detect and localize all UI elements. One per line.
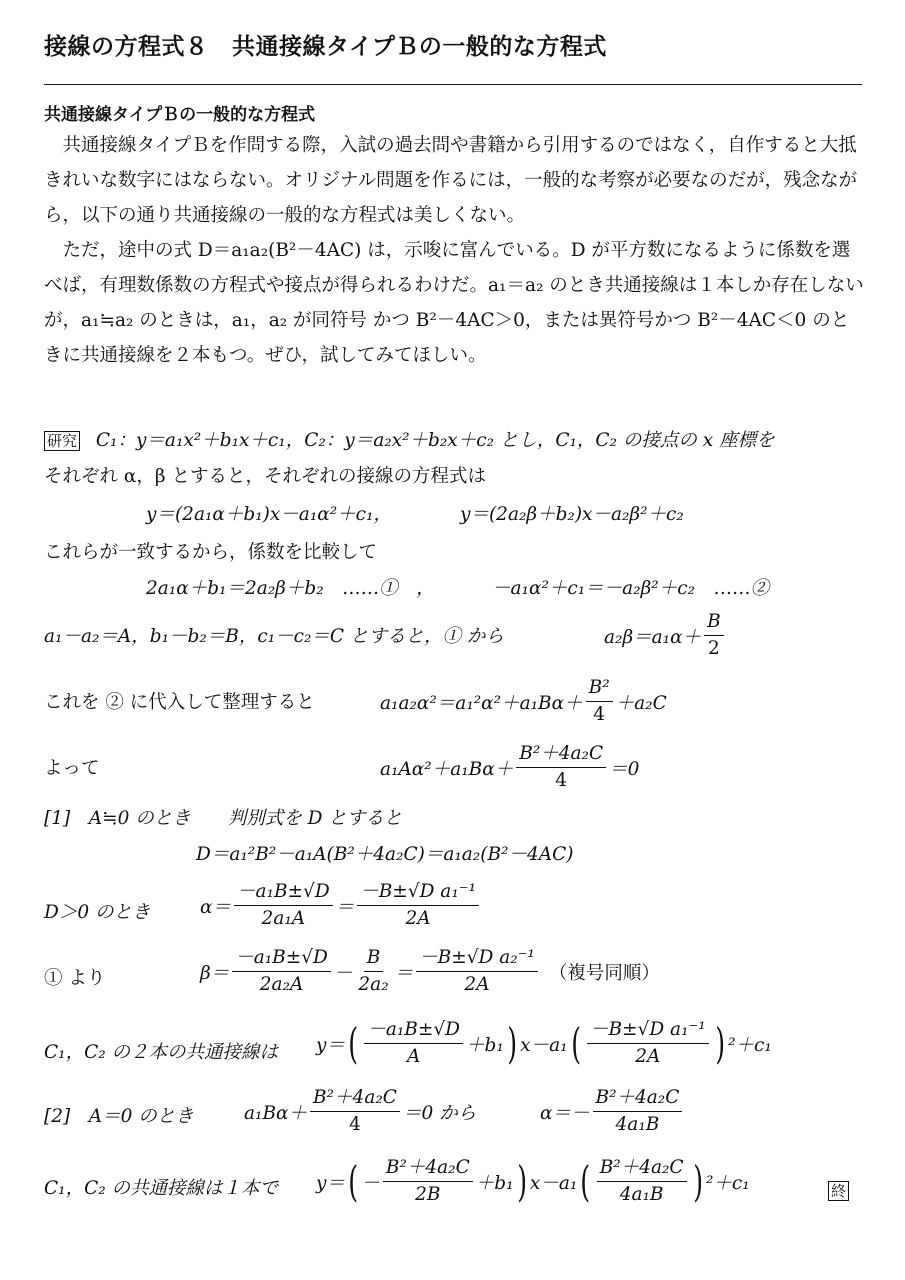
title-divider	[44, 84, 862, 85]
end-mark	[828, 1178, 849, 1204]
fraction: $\frac{\text{－B±√D a₁⁻¹}}{2A}$	[357, 880, 479, 931]
fraction: $\frac{\text{－B±√D a₁⁻¹}}{2A}$	[587, 1018, 709, 1069]
discriminant-equation: D＝a₁²B²－a₁A(B²＋4a₂C)＝a₁a₂(B²－4AC)	[196, 844, 574, 865]
study-line-2: それぞれ α，β とすると，それぞれの接線の方程式は	[44, 466, 486, 487]
fraction: $\frac{\text{B²＋4a₂C}}{\text{4a₁B}}$	[597, 1156, 687, 1207]
tangent-equation-1: y＝(2a₁α＋b₁)x－a₁α²＋c₁，	[146, 504, 392, 525]
study-line-6: よって	[44, 758, 100, 779]
study-line-5: これを ② に代入して整理すると	[44, 692, 315, 713]
paragraph-intro: 共通接線タイプＢを作問する際，入試の過去問や書籍から引用するのではなく，自作すると大抵きれいな数字にはならない。オリジナル問題を作るには，一般的な考察が必要なのだが，残念ながら，以下の通り共通接線の一般的な方程式は美しくない。	[44, 135, 858, 226]
section-heading: 共通接線タイプＢの一般的な方程式	[44, 105, 316, 125]
study-badge: 研究	[44, 431, 80, 451]
two-tangents-equation: y＝ ( $\frac{\text{－a₁B±√D}}{A}$ ＋b₁ ) x－a₁ ( $\frac{\text{－B±√D a₁⁻¹}}{2A}$ ) ²＋c₁	[316, 1018, 772, 1068]
tangent-equation-2: y＝(2a₂β＋b₂)x－a₂β²＋c₂	[460, 504, 684, 525]
equation-5: a₁Aα²＋a₁Bα＋ $\frac{\text{B²＋4a₂C}}{4}$ ＝0	[380, 743, 640, 791]
page-title: 接線の方程式８ 共通接線タイプＢの一般的な方程式	[44, 34, 607, 60]
case-2-heading: [2] A＝0 のとき	[44, 1106, 194, 1127]
end-badge: 終	[828, 1181, 849, 1201]
fraction: $\frac{\text{－B±√D a₂⁻¹}}{2A}$	[416, 946, 538, 997]
from-eq1-label: ① より	[44, 968, 106, 989]
fraction: $\frac{\text{－a₁B±√D}}{\text{2a₁A}}$	[234, 880, 333, 931]
equation-4: a₁a₂α²＝a₁²α²＋a₁Bα＋ $\frac{\text{B²}}{4}$ ＋a₂C	[380, 677, 667, 725]
study-setup-text: C₁：y＝a₁x²＋b₁x＋c₁，C₂：y＝a₂x²＋b₂x＋c₂ とし，C₁，C₂ の接点の x 座標を	[95, 430, 775, 451]
study-line-1	[44, 428, 775, 454]
equation-2: －a₁α²＋c₁＝－a₂β²＋c₂ ……②	[492, 578, 769, 599]
two-tangents-label: C₁，C₂ の２本の共通接線は	[44, 1042, 279, 1063]
beta-solution: β＝ $\frac{\text{－a₁B±√D}}{\text{2a₂A}}$ － $\frac{B}{\text{2a₂}}$ ＝ $\frac{\text{－B±√D a₂⁻¹}}{2A}$ （複号同順）	[200, 947, 660, 995]
case-1-heading: [1] A≒0 のとき 判別式を D とすると	[44, 808, 403, 829]
fraction: $\frac{\text{B²＋4a₂C}}{\text{4a₁B}}$	[593, 1086, 683, 1137]
fraction: $\frac{B}{\text{2a₂}}$	[358, 947, 389, 995]
study-line-4: a₁－a₂＝A，b₁－b₂＝B，c₁－c₂＝C とすると，① から	[44, 626, 504, 647]
study-line-3: これらが一致するから，係数を比較して	[44, 542, 378, 563]
one-tangent-equation: y＝ ( － $\frac{\text{B²＋4a₂C}}{2B}$ ＋b₁ ) x－a₁ ( $\frac{\text{B²＋4a₂C}}{\text{4a₁B}}$ ) ²＋c₁	[316, 1156, 750, 1206]
fraction: $\frac{\text{B²＋4a₂C}}{4}$	[310, 1086, 400, 1137]
fraction: $\frac{\text{－a₁B±√D}}{\text{2a₂A}}$	[232, 946, 331, 997]
fraction: $\frac{\text{B²＋4a₂C}}{4}$	[516, 742, 606, 793]
d-positive-label: D＞0 のとき	[44, 902, 151, 923]
alpha-solution: α＝ $\frac{\text{－a₁B±√D}}{\text{2a₁A}}$ ＝ $\frac{\text{－B±√D a₁⁻¹}}{2A}$	[200, 880, 482, 931]
fraction: $\frac{\text{－a₁B±√D}}{A}$	[364, 1018, 463, 1069]
fraction: $\frac{\text{B²＋4a₂C}}{2B}$	[383, 1156, 473, 1207]
fraction: $\frac{B}{2}$	[704, 610, 724, 661]
equation-7: a₁Bα＋ $\frac{\text{B²＋4a₂C}}{4}$ ＝0 から	[244, 1087, 477, 1135]
equation-8: α＝－ $\frac{\text{B²＋4a₂C}}{\text{4a₁B}}$	[540, 1086, 685, 1137]
fraction: $\frac{\text{B²}}{4}$	[586, 676, 613, 727]
equation-1: 2a₁α＋b₁＝2a₂β＋b₂ ……① ，	[146, 578, 435, 599]
one-tangent-label: C₁，C₂ の共通接線は１本で	[44, 1178, 279, 1199]
paragraph-discussion: ただ，途中の式 D＝a₁a₂(B²－4AC) は，示唆に富んでいる。D が平方数になるように係数を選べば，有理数係数の方程式や接点が得られるわけだ。a₁＝a₂ のとき共通接線は１本しか存在しないが，a₁≒a₂ のときは，a₁，a₂ が同符号 かつ B²－4AC＞0，または異符号かつ B²－4AC＜0 のときに共通接線を２本もつ。ぜひ，試してみてほしい。	[44, 240, 864, 366]
equation-3: a₂β＝a₁α＋ $\frac{B}{2}$	[604, 610, 727, 661]
